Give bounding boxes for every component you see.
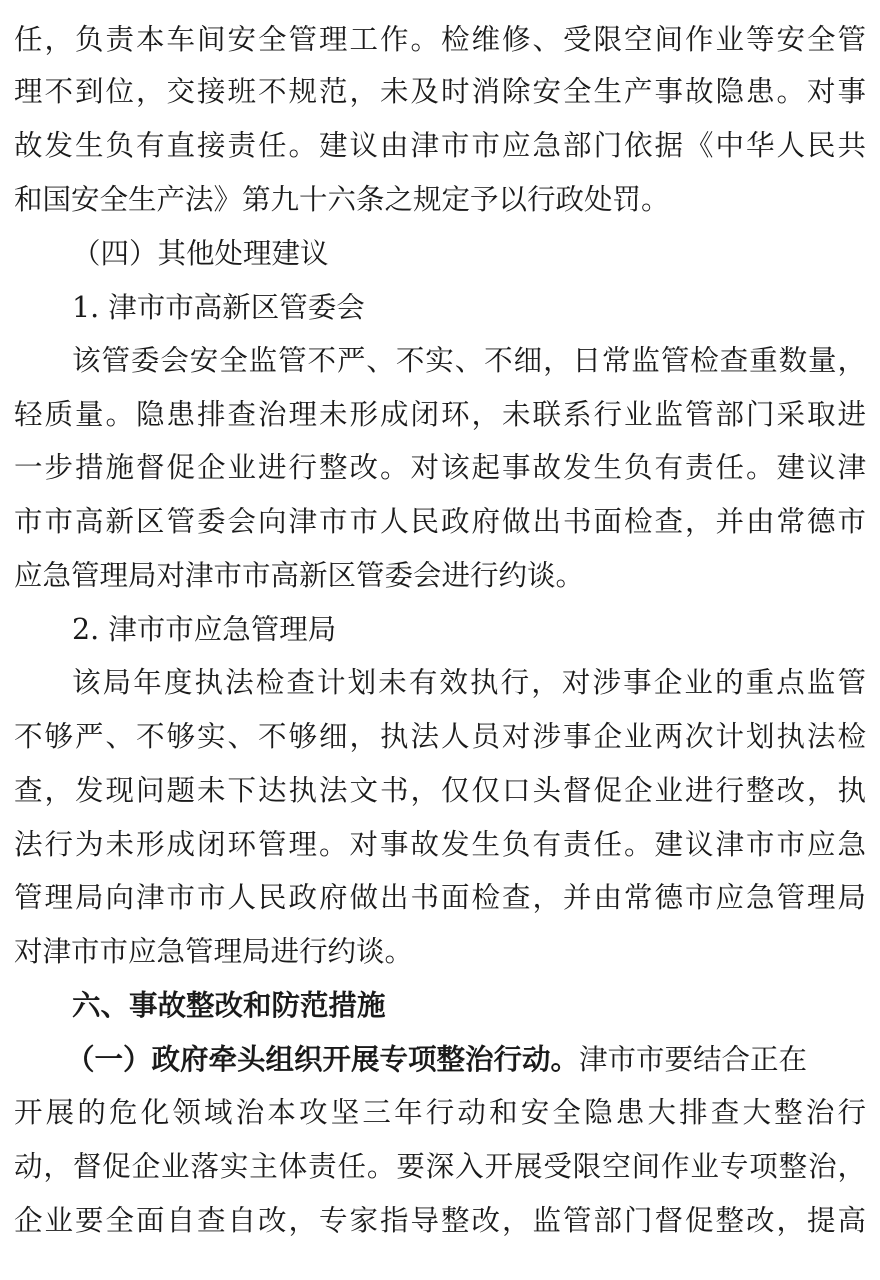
subsection-heading-management-committee: 1. 津市市高新区管委会 xyxy=(72,291,365,324)
paragraph-text: 津市市要结合正在 xyxy=(579,1043,808,1076)
section-heading-other-suggestions: （四）其他处理建议 xyxy=(72,237,329,270)
paragraph-line: 故发生负有直接责任。建议由津市市应急部门依据《中华人民共 xyxy=(14,129,866,162)
paragraph-line: 开展的危化领域治本攻坚三年行动和安全隐患大排查大整治行 xyxy=(14,1096,866,1129)
paragraph-line: 动，督促企业落实主体责任。要深入开展受限空间作业专项整治， xyxy=(14,1150,866,1183)
section-heading-rectification-measures: 六、事故整改和防范措施 xyxy=(72,989,386,1022)
paragraph-line: 该局年度执法检查计划未有效执行，对涉事企业的重点监管 xyxy=(72,666,866,699)
paragraph-line-mixed xyxy=(66,1040,866,1080)
paragraph-line: 市市高新区管委会向津市市人民政府做出书面检查，并由常德市 xyxy=(14,505,866,538)
paragraph-line: 应急管理局对津市市高新区管委会进行约谈。 xyxy=(14,559,585,592)
paragraph-line: 和国安全生产法》第九十六条之规定予以行政处罚。 xyxy=(14,183,670,216)
paragraph-line: 查，发现问题未下达执法文书，仅仅口头督促企业进行整改，执 xyxy=(14,774,866,807)
paragraph-line: 管理局向津市市人民政府做出书面检查，并由常德市应急管理局 xyxy=(14,881,866,914)
paragraph-line: 不够严、不够实、不够细，执法人员对涉事企业两次计划执法检 xyxy=(14,720,866,753)
paragraph-line: 任，负责本车间安全管理工作。检维修、受限空间作业等安全管 xyxy=(14,23,866,56)
paragraph-line: 对津市市应急管理局进行约谈。 xyxy=(14,935,414,968)
paragraph-line: 该管委会安全监管不严、不实、不细，日常监管检查重数量， xyxy=(72,344,866,377)
subsection-heading-emergency-bureau: 2. 津市市应急管理局 xyxy=(72,613,337,646)
paragraph-line: 轻质量。隐患排查治理未形成闭环，未联系行业监管部门采取进 xyxy=(14,398,866,431)
paragraph-line: 一步措施督促企业进行整改。对该起事故发生负有责任。建议津 xyxy=(14,451,866,484)
paragraph-line: 法行为未形成闭环管理。对事故发生负有责任。建议津市市应急 xyxy=(14,828,866,861)
paragraph-line: 理不到位，交接班不规范，未及时消除安全生产事故隐患。对事 xyxy=(14,75,866,108)
bold-lead-government-action: （一）政府牵头组织开展专项整治行动。 xyxy=(66,1043,580,1076)
paragraph-line: 企业要全面自查自改，专家指导整改，监管部门督促整改，提高 xyxy=(14,1204,866,1237)
